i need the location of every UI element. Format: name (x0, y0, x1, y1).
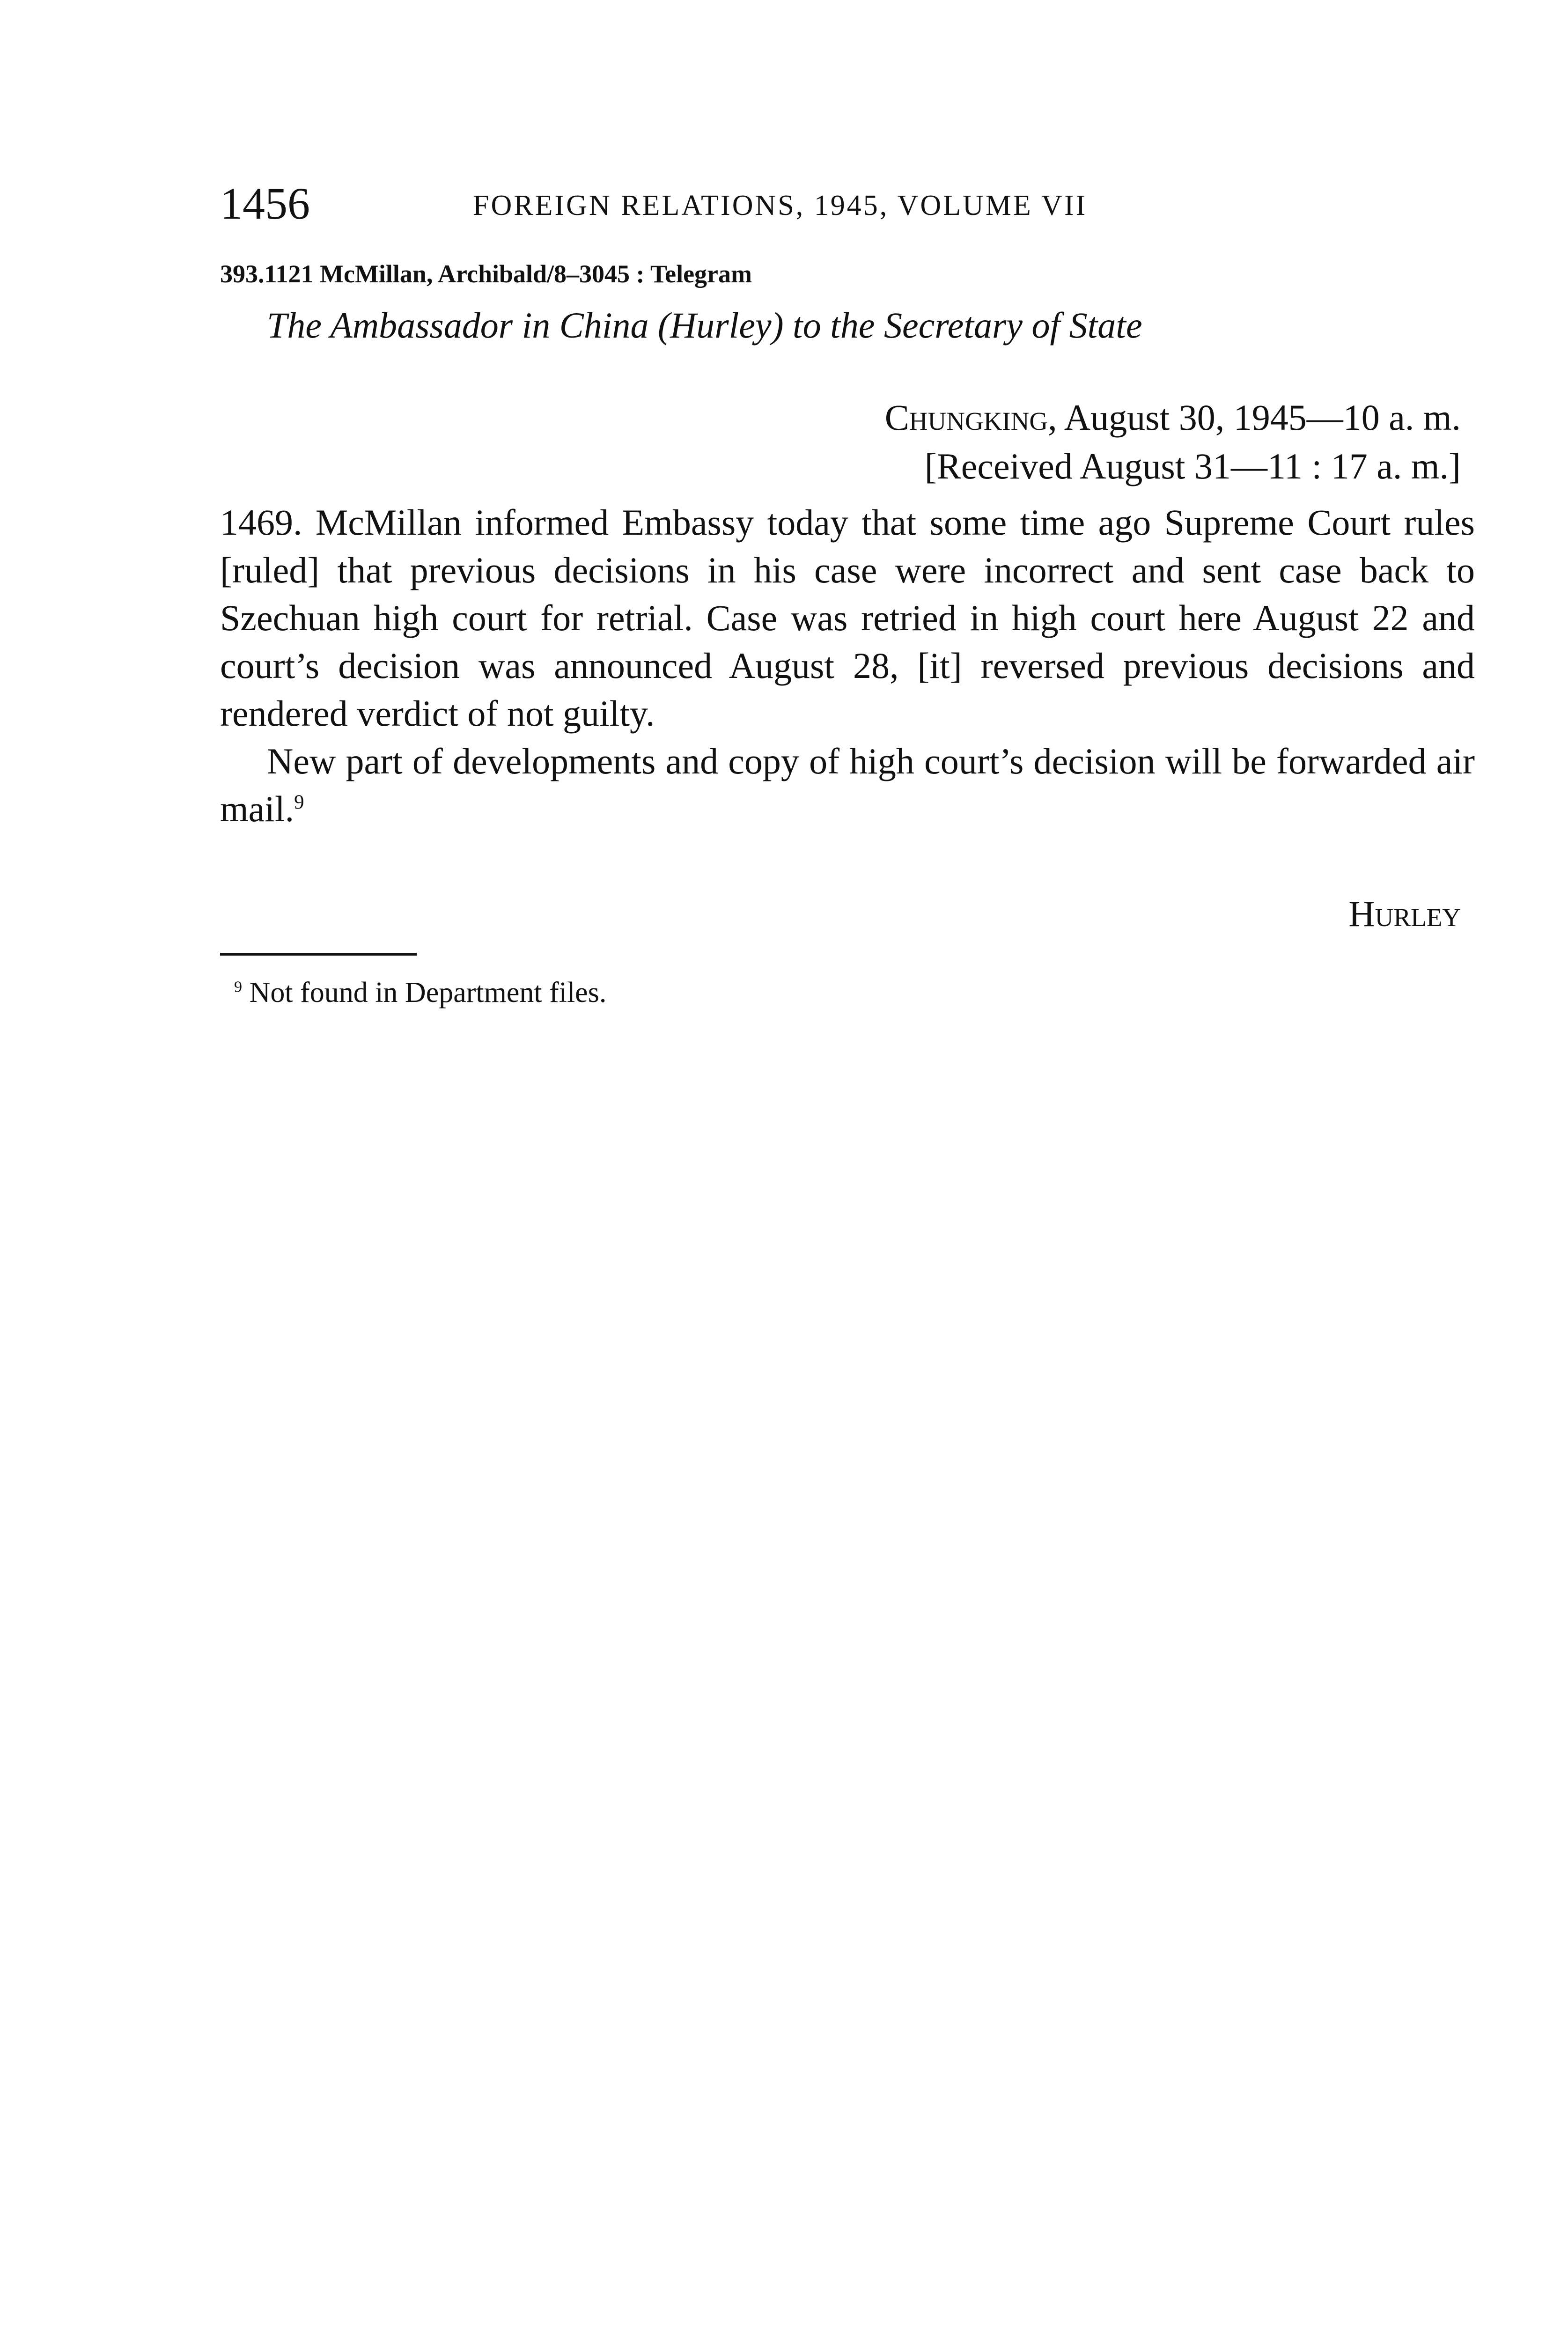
paragraph-1: 1469. McMillan informed Embassy today that some time ago Supreme Court rules [ruled] that previous decisions in his case were incorrect and sent case back to Szechuan high court for retrial. Case was retried in high court here August 22 and court’s decision was announced August 28, [it] reversed previous decisions and rendered verdict of not guilty. (220, 502, 1475, 734)
file-reference: 393.1121 McMillan, Archibald/8–3045 : Telegram (220, 260, 752, 288)
footnote-mark: 9 (234, 978, 243, 996)
dateline-line (885, 393, 1461, 442)
dateline-date: , August 30, 1945—10 a. m. (1048, 397, 1461, 438)
running-title: FOREIGN RELATIONS, 1945, VOLUME VII (473, 190, 1088, 221)
footnote-reference: 9 (294, 791, 304, 813)
signature: Hurley (1348, 893, 1461, 934)
page-number: 1456 (220, 178, 310, 228)
paragraph-2-text: New part of developments and copy of high court’s decision will be forwarded air mail. (220, 741, 1475, 829)
document-page (220, 0, 1475, 2341)
footnote (234, 972, 606, 1014)
dateline (885, 393, 1461, 491)
telegram-body (220, 499, 1475, 833)
document-heading: The Ambassador in China (Hurley) to the Secretary of State (267, 305, 1142, 346)
footnote-text: Not found in Department files. (249, 977, 607, 1009)
dateline-place: Chungking (884, 397, 1048, 438)
received-line: [Received August 31—11 : 17 a. m.] (924, 446, 1461, 486)
footnote-divider (220, 953, 417, 956)
running-head (220, 178, 1475, 229)
paragraph-2 (220, 737, 1475, 833)
